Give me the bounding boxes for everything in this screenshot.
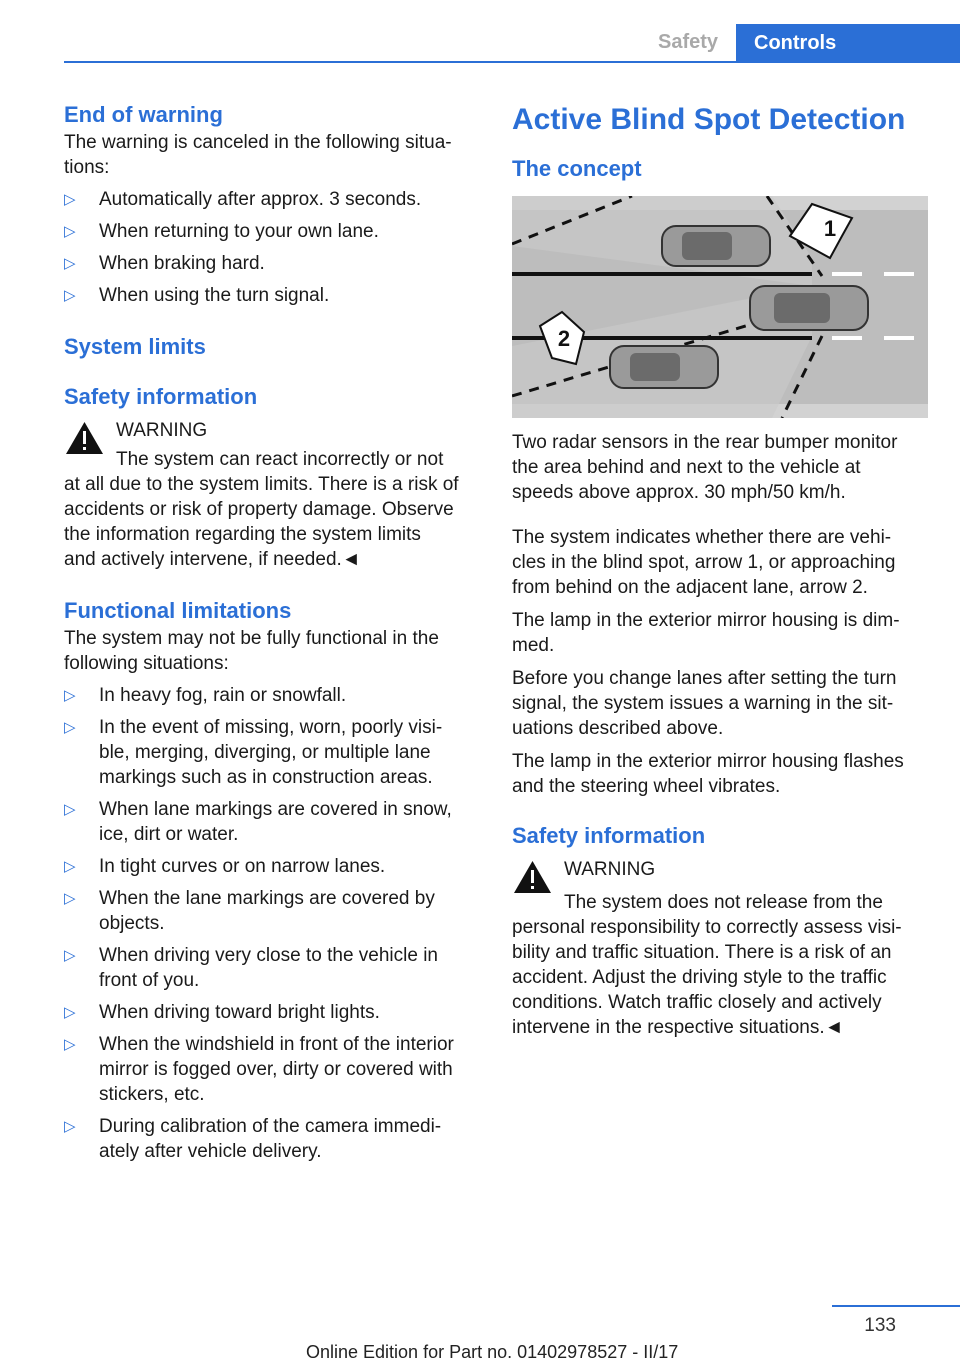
arrow-2-label: 2	[557, 326, 571, 351]
list-item-text: When the windshield in front of the interior	[99, 1034, 454, 1055]
triangle-bullet-icon: ▷	[64, 858, 76, 875]
page-footer	[0, 1305, 960, 1362]
triangle-bullet-icon: ▷	[64, 1036, 76, 1053]
text-line: cles in the blind spot, arrow 1, or approaching	[512, 552, 896, 573]
list-item-text: objects.	[99, 913, 165, 934]
list-item-text: When driving very close to the vehicle in	[99, 945, 438, 966]
triangle-bullet-icon: ▷	[64, 719, 76, 736]
triangle-bullet-icon: ▷	[64, 1118, 76, 1135]
list-item	[64, 1032, 480, 1107]
list-item-text: When using the turn signal.	[99, 285, 330, 306]
list-item-text: Automatically after approx. 3 seconds.	[99, 189, 422, 210]
safety-information-heading: Safety information	[64, 384, 258, 409]
functional-limitations-heading: Functional limitations	[64, 598, 292, 623]
header-rule	[64, 61, 960, 63]
list-item-text: When driving toward bright lights.	[99, 1002, 380, 1023]
list-item-text: When the lane markings are covered by	[99, 888, 435, 909]
triangle-bullet-icon: ▷	[64, 801, 76, 818]
text-line: the area behind and next to the vehicle at	[512, 457, 861, 478]
car-blind-spot	[662, 226, 770, 266]
footer-rule	[832, 1305, 960, 1307]
list-item-text: mirror is fogged over, dirty or covered with	[99, 1059, 453, 1080]
warning-title: WARNING	[116, 420, 208, 441]
list-item	[64, 715, 480, 790]
tab-safety[interactable]: Safety	[657, 31, 719, 53]
page-title: Active Blind Spot Detection	[512, 103, 906, 136]
list-item	[64, 187, 480, 212]
list-item	[64, 283, 480, 308]
triangle-bullet-icon: ▷	[64, 947, 76, 964]
concept-paragraph-1	[512, 430, 928, 505]
text-line: signal, the system issues a warning in the sit-	[512, 693, 894, 714]
warning-text-line: bility and traffic situation. There is a risk of an	[512, 942, 892, 963]
text-line: and the steering wheel vibrates.	[512, 776, 781, 797]
warning-block	[512, 857, 928, 1040]
blind-spot-diagram	[512, 196, 928, 418]
text-line: The system indicates whether there are vehi-	[512, 527, 892, 548]
text-line: uations described above.	[512, 718, 724, 739]
list-item-text: When lane markings are covered in snow,	[99, 799, 452, 820]
triangle-bullet-icon: ▷	[64, 687, 76, 704]
warning-text-line: accident. Adjust the driving style to the traffic	[512, 967, 887, 988]
concept-paragraph-3	[512, 608, 928, 658]
concept-paragraph-4	[512, 666, 928, 741]
concept-heading: The concept	[512, 156, 642, 181]
list-item-text: markings such as in construction areas.	[99, 767, 433, 788]
text-line: Before you change lanes after setting the turn	[512, 668, 897, 689]
car-own-vehicle	[750, 286, 868, 330]
list-item-text: When braking hard.	[99, 253, 265, 274]
functional-limitations-list	[64, 683, 480, 1164]
warning-triangle-icon	[512, 859, 553, 895]
right-column	[512, 100, 928, 1040]
triangle-bullet-icon: ▷	[64, 223, 76, 240]
triangle-bullet-icon: ▷	[64, 1004, 76, 1021]
text-line: Two radar sensors in the rear bumper monitor	[512, 432, 898, 453]
concept-paragraph-5	[512, 749, 928, 799]
system-limits-heading: System limits	[64, 334, 206, 359]
warning-text-line: intervene in the respective situations.◄	[512, 1017, 844, 1038]
text-line: tions:	[64, 157, 110, 178]
tab-controls[interactable]: Controls	[736, 24, 960, 63]
list-item	[64, 219, 480, 244]
text-line: med.	[512, 635, 555, 656]
list-item-text: In the event of missing, worn, poorly visi-	[99, 717, 443, 738]
safety-information-heading: Safety information	[512, 823, 706, 848]
end-of-warning-list	[64, 187, 480, 308]
text-line: The lamp in the exterior mirror housing flashes	[512, 751, 904, 772]
car-approaching	[610, 346, 718, 388]
list-item-text: In heavy fog, rain or snowfall.	[99, 685, 347, 706]
warning-title: WARNING	[564, 859, 656, 880]
left-column	[64, 100, 480, 1164]
list-item-text: ice, dirt or water.	[99, 824, 239, 845]
triangle-bullet-icon: ▷	[64, 191, 76, 208]
list-item-text: front of you.	[99, 970, 200, 991]
text-line: The system may not be fully functional in the	[64, 628, 439, 649]
warning-text-line: accidents or risk of property damage. Observe	[64, 499, 454, 520]
warning-text-line: conditions. Watch traffic closely and actively	[512, 992, 882, 1013]
list-item	[64, 854, 480, 879]
list-item	[64, 1000, 480, 1025]
functional-limitations-intro	[64, 626, 480, 676]
warning-block	[64, 418, 480, 572]
warning-text-line: and actively intervene, if needed.◄	[64, 549, 361, 570]
list-item	[64, 1114, 480, 1164]
list-item-text: When returning to your own lane.	[99, 221, 379, 242]
page-number: 133	[864, 1315, 896, 1336]
text-line: speeds above approx. 30 mph/50 km/h.	[512, 482, 846, 503]
list-item	[64, 251, 480, 276]
warning-text-line: at all due to the system limits. There is a risk of	[64, 474, 459, 495]
text-line: from behind on the adjacent lane, arrow 2.	[512, 577, 868, 598]
list-item-text: During calibration of the camera immedi-	[99, 1116, 442, 1137]
triangle-bullet-icon: ▷	[64, 255, 76, 272]
text-line: The lamp in the exterior mirror housing is dim-	[512, 610, 900, 631]
text-line: The warning is canceled in the following situa-	[64, 132, 452, 153]
warning-text-line: The system can react incorrectly or not	[116, 449, 444, 470]
list-item	[64, 886, 480, 936]
warning-text-line: The system does not release from the	[564, 892, 883, 913]
list-item-text: ble, merging, diverging, or multiple lane	[99, 742, 431, 763]
warning-triangle-icon	[64, 420, 105, 456]
text-line: following situations:	[64, 653, 229, 674]
list-item	[64, 797, 480, 847]
triangle-bullet-icon: ▷	[64, 287, 76, 304]
arrow-1-label: 1	[823, 216, 837, 241]
list-item-text: In tight curves or on narrow lanes.	[99, 856, 386, 877]
list-item-text: ately after vehicle delivery.	[99, 1141, 322, 1162]
warning-text-line: personal responsibility to correctly assess visi-	[512, 917, 902, 938]
warning-text-line: the information regarding the system limits	[64, 524, 421, 545]
list-item	[64, 683, 480, 708]
end-of-warning-heading: End of warning	[64, 102, 223, 127]
page-header	[0, 24, 960, 62]
list-item-text: stickers, etc.	[99, 1084, 205, 1105]
list-item	[64, 943, 480, 993]
end-of-warning-intro	[64, 130, 480, 180]
concept-paragraph-2	[512, 525, 928, 600]
triangle-bullet-icon: ▷	[64, 890, 76, 907]
edition-text: Online Edition for Part no. 01402978527 - II/17	[306, 1342, 679, 1362]
